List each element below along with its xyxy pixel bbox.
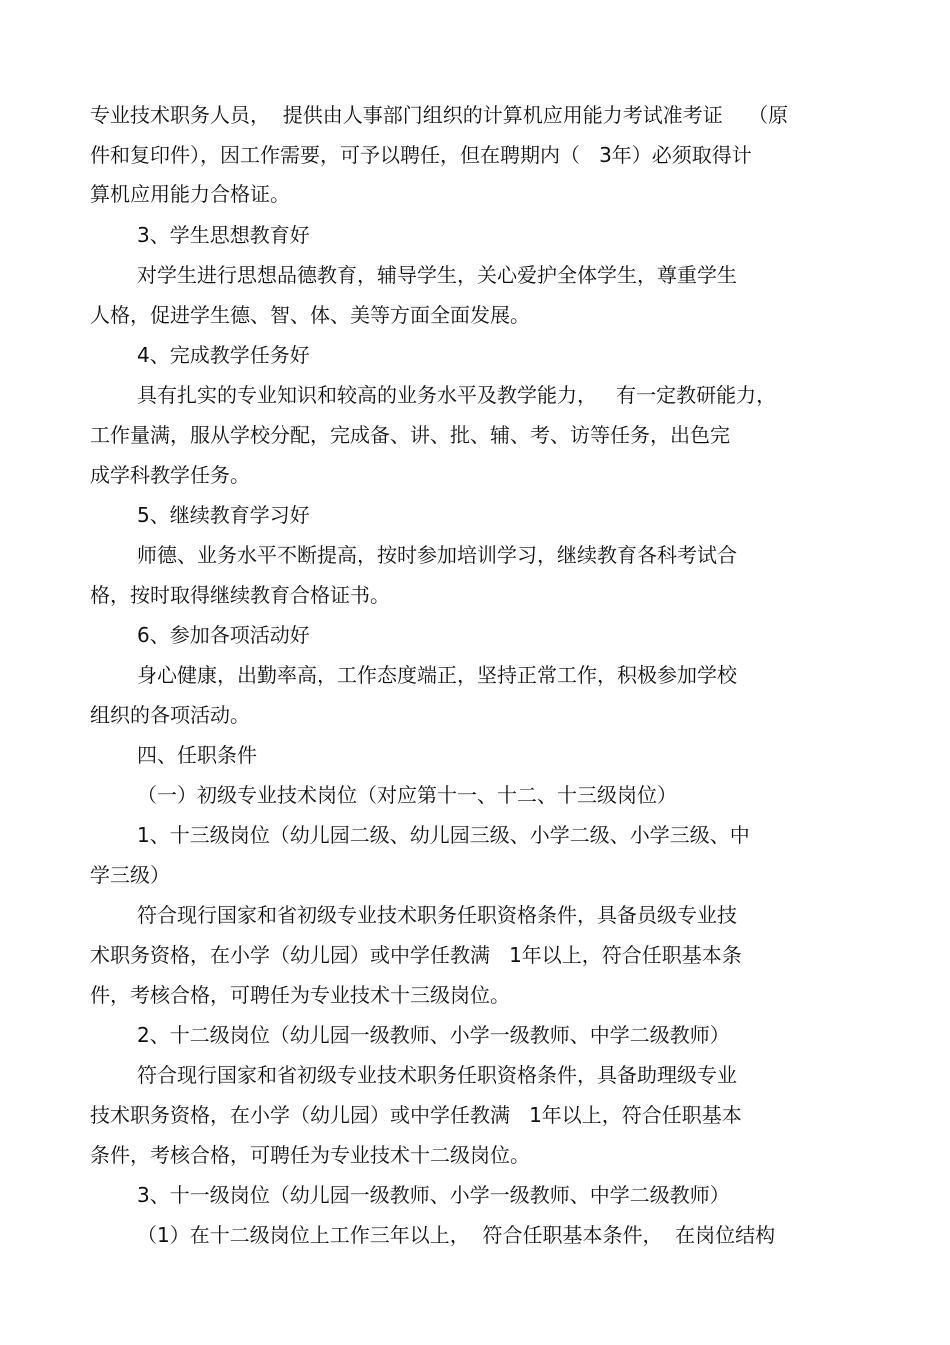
- text-line: 专业技术职务人员， 提供由人事部门组织的计算机应用能力考试准考证 （原: [90, 103, 789, 127]
- text-line: 身心健康，出勤率高，工作态度端正，坚持正常工作，积极参加学校: [137, 663, 737, 687]
- section-heading: 3、十一级岗位（幼儿园一级教师、小学一级教师、中学二级教师）: [137, 1183, 730, 1207]
- text-line: 符合现行国家和省初级专业技术职务任职资格条件，具备助理级专业: [137, 1063, 737, 1087]
- subsection-heading: （一）初级专业技术岗位（对应第十一、十二、十三级岗位）: [137, 783, 677, 807]
- section-heading: 四、任职条件: [137, 743, 257, 767]
- text-line: 学三级）: [90, 863, 170, 887]
- text-line: 工作量满，服从学校分配，完成备、讲、批、辅、考、访等任务，出色完: [90, 423, 730, 447]
- text-line: 成学科教学任务。: [90, 463, 250, 487]
- section-heading: 4、完成教学任务好: [137, 343, 310, 367]
- text-line: 技术职务资格，在小学（幼儿园）或中学任教满 1年以上，符合任职基本: [90, 1103, 742, 1127]
- text-line: 算机应用能力合格证。: [90, 182, 290, 206]
- section-heading: 1、十三级岗位（幼儿园二级、幼儿园三级、小学二级、小学三级、中: [137, 823, 750, 847]
- text-line: 组织的各项活动。: [90, 703, 250, 727]
- section-heading: 3、学生思想教育好: [137, 223, 310, 247]
- text-line: 术职务资格，在小学（幼儿园）或中学任教满 1年以上，符合任职基本条: [90, 943, 742, 967]
- text-line: 件，考核合格，可聘任为专业技术十三级岗位。: [90, 983, 510, 1007]
- text-line: 师德、业务水平不断提高，按时参加培训学习，继续教育各科考试合: [137, 543, 737, 567]
- text-line: 人格，促进学生德、智、体、美等方面全面发展。: [90, 303, 530, 327]
- section-heading: 5、继续教育学习好: [137, 503, 310, 527]
- text-line: 符合现行国家和省初级专业技术职务任职资格条件，具备员级专业技: [137, 903, 737, 927]
- text-line: 具有扎实的专业知识和较高的业务水平及教学能力， 有一定教研能力，: [137, 383, 777, 407]
- text-line: （1）在十二级岗位上工作三年以上， 符合任职基本条件， 在岗位结构: [137, 1223, 776, 1247]
- section-heading: 6、参加各项活动好: [137, 623, 310, 647]
- text-line: 格，按时取得继续教育合格证书。: [90, 583, 390, 607]
- section-heading: 2、十二级岗位（幼儿园一级教师、小学一级教师、中学二级教师）: [137, 1023, 730, 1047]
- text-line: 条件，考核合格，可聘任为专业技术十二级岗位。: [90, 1143, 530, 1167]
- text-line: 对学生进行思想品德教育，辅导学生，关心爱护全体学生，尊重学生: [137, 263, 737, 287]
- text-line: 件和复印件），因工作需要，可予以聘任，但在聘期内（ 3年）必须取得计: [90, 143, 752, 167]
